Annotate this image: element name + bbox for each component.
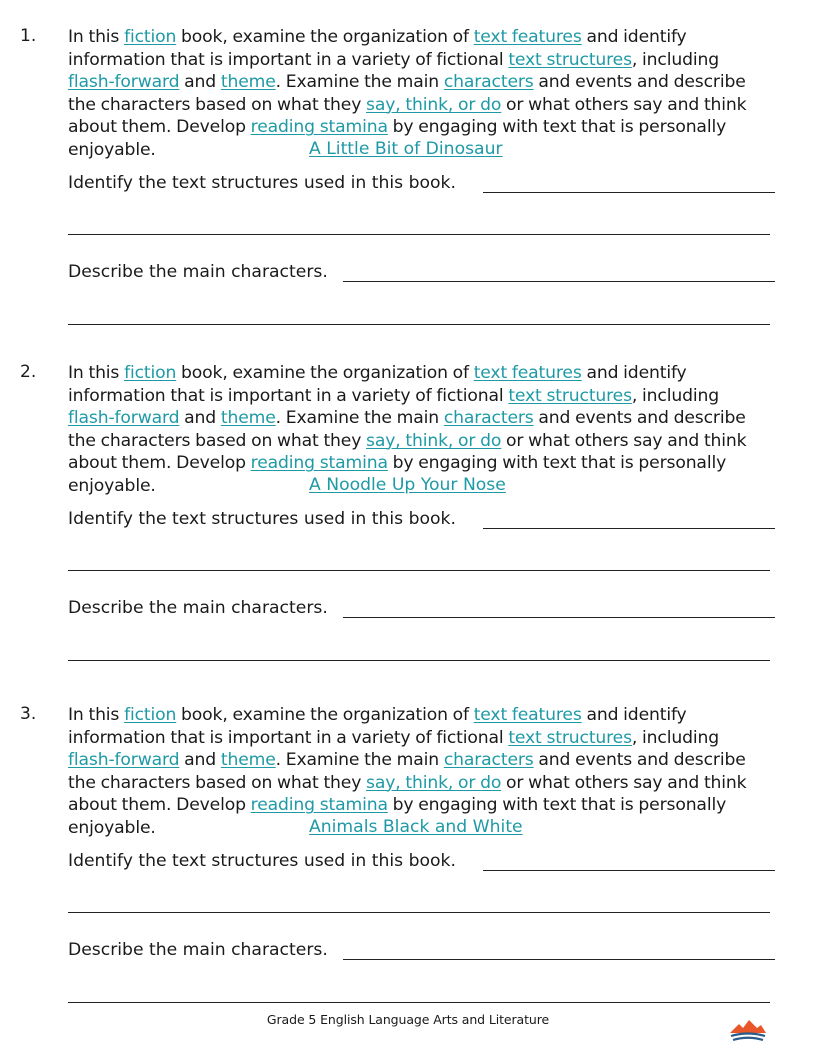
paragraph-line [68,727,788,750]
paragraph-line [68,362,788,385]
paragraph-text: and events and describe [533,408,746,428]
paragraph-line [68,704,788,727]
paragraph-text: In this [68,27,125,47]
paragraph-text: In this [68,363,125,383]
paragraph-text: or what others say and think [501,94,747,115]
exercise-item [0,704,816,1034]
paragraph-text: and [179,750,221,770]
answer-line-structures[interactable] [483,870,775,871]
vocabulary-link[interactable]: flash-forward [68,408,180,428]
vocabulary-link[interactable]: characters [443,750,534,770]
question-main-characters: Describe the main characters. [68,262,328,282]
item-number: 3. [20,704,37,724]
paragraph-text: or what others say and think [501,772,747,793]
vocabulary-link[interactable]: theme [220,72,276,92]
paragraph-text: the characters based on what they [68,94,367,115]
vocabulary-link[interactable]: flash-forward [68,72,180,92]
vocabulary-link[interactable]: theme [220,750,276,770]
paragraph-line [68,26,788,49]
answer-line-characters-continued[interactable] [68,324,770,325]
exercise-item [0,26,816,356]
answer-line-characters[interactable] [343,617,775,618]
paragraph-text: and identify [581,363,687,383]
question-text-structures: Identify the text structures used in this book. [68,851,456,871]
paragraph-text: book, examine the organization of [176,27,474,47]
paragraph-text: , including [631,727,719,748]
paragraph-text: In this [68,705,125,725]
paragraph-text: , including [631,49,719,70]
paragraph-text: book, examine the organization of [176,705,474,725]
vocabulary-link[interactable]: fiction [124,705,177,725]
paragraph-text: , including [631,385,719,406]
paragraph-text: and events and describe [533,72,746,92]
paragraph-text: . Examine the main [275,750,444,770]
vocabulary-link[interactable]: text structures [508,385,632,406]
exercise-item [0,362,816,692]
answer-line-structures-continued[interactable] [68,912,770,913]
vocabulary-link[interactable]: text features [473,27,582,47]
vocabulary-link[interactable]: text structures [508,727,632,748]
paragraph-line [68,407,788,430]
paragraph-text: by engaging with text that is personally [387,453,727,473]
vocabulary-link[interactable]: characters [443,408,534,428]
answer-line-characters-continued[interactable] [68,660,770,661]
vocabulary-link[interactable]: fiction [124,363,177,383]
paragraph-text: by engaging with text that is personally [387,795,727,815]
paragraph-text: information that is important in a variety of fictional [68,727,509,748]
paragraph-line [68,94,788,117]
answer-line-characters[interactable] [343,959,775,960]
paragraph-line [68,49,788,72]
paragraph-text: enjoyable. [68,817,156,838]
paragraph-text: . Examine the main [275,72,444,92]
vocabulary-link[interactable]: text features [473,705,582,725]
vocabulary-link[interactable]: flash-forward [68,750,180,770]
vocabulary-link[interactable]: text features [473,363,582,383]
paragraph-text: about them. Develop [68,453,251,473]
vocabulary-link[interactable]: say, think, or do [366,94,502,115]
vocabulary-link[interactable]: theme [220,408,276,428]
question-main-characters: Describe the main characters. [68,940,328,960]
paragraph-text: information that is important in a variety of fictional [68,385,509,406]
vocabulary-link[interactable]: reading stamina [250,453,388,473]
answer-line-structures[interactable] [483,528,775,529]
paragraph-text: and [179,408,221,428]
vocabulary-link[interactable]: text structures [508,49,632,70]
paragraph-line [68,116,788,139]
page-footer: Grade 5 English Language Arts and Literature [266,1012,550,1027]
paragraph-text: and events and describe [533,750,746,770]
paragraph-line [68,385,788,408]
paragraph-text: book, examine the organization of [176,363,474,383]
paragraph-line [68,794,788,817]
vocabulary-link[interactable]: say, think, or do [366,772,502,793]
paragraph-text: . Examine the main [275,408,444,428]
answer-line-structures[interactable] [483,192,775,193]
paragraph-text: the characters based on what they [68,430,367,451]
paragraph-line [68,772,788,795]
paragraph-text: and identify [581,27,687,47]
answer-line-structures-continued[interactable] [68,234,770,235]
paragraph-text: by engaging with text that is personally [387,117,727,137]
paragraph-line [68,71,788,94]
item-number: 1. [20,26,37,46]
paragraph-text: information that is important in a variety of fictional [68,49,509,70]
paragraph-line [68,749,788,772]
book-title-link[interactable]: Animals Black and White [309,817,523,837]
question-main-characters: Describe the main characters. [68,598,328,618]
paragraph-line [68,452,788,475]
question-text-structures: Identify the text structures used in this book. [68,509,456,529]
paragraph-text: the characters based on what they [68,772,367,793]
answer-line-characters[interactable] [343,281,775,282]
vocabulary-link[interactable]: reading stamina [250,795,388,815]
paragraph-text: enjoyable. [68,475,156,496]
paragraph-line [68,430,788,453]
vocabulary-link[interactable]: reading stamina [250,117,388,137]
answer-line-structures-continued[interactable] [68,570,770,571]
book-title-link[interactable]: A Noodle Up Your Nose [309,475,506,495]
vocabulary-link[interactable]: say, think, or do [366,430,502,451]
paragraph-text: and [179,72,221,92]
item-number: 2. [20,362,37,382]
paragraph-text: about them. Develop [68,795,251,815]
paragraph-text: about them. Develop [68,117,251,137]
book-title-link[interactable]: A Little Bit of Dinosaur [309,139,503,159]
paragraph-text: or what others say and think [501,430,747,451]
answer-line-characters-continued[interactable] [68,1002,770,1003]
question-text-structures: Identify the text structures used in this book. [68,173,456,193]
vocabulary-link[interactable]: fiction [124,27,177,47]
mountain-logo-icon [728,1016,768,1044]
paragraph-text: enjoyable. [68,139,156,160]
paragraph-text: and identify [581,705,687,725]
vocabulary-link[interactable]: characters [443,72,534,92]
